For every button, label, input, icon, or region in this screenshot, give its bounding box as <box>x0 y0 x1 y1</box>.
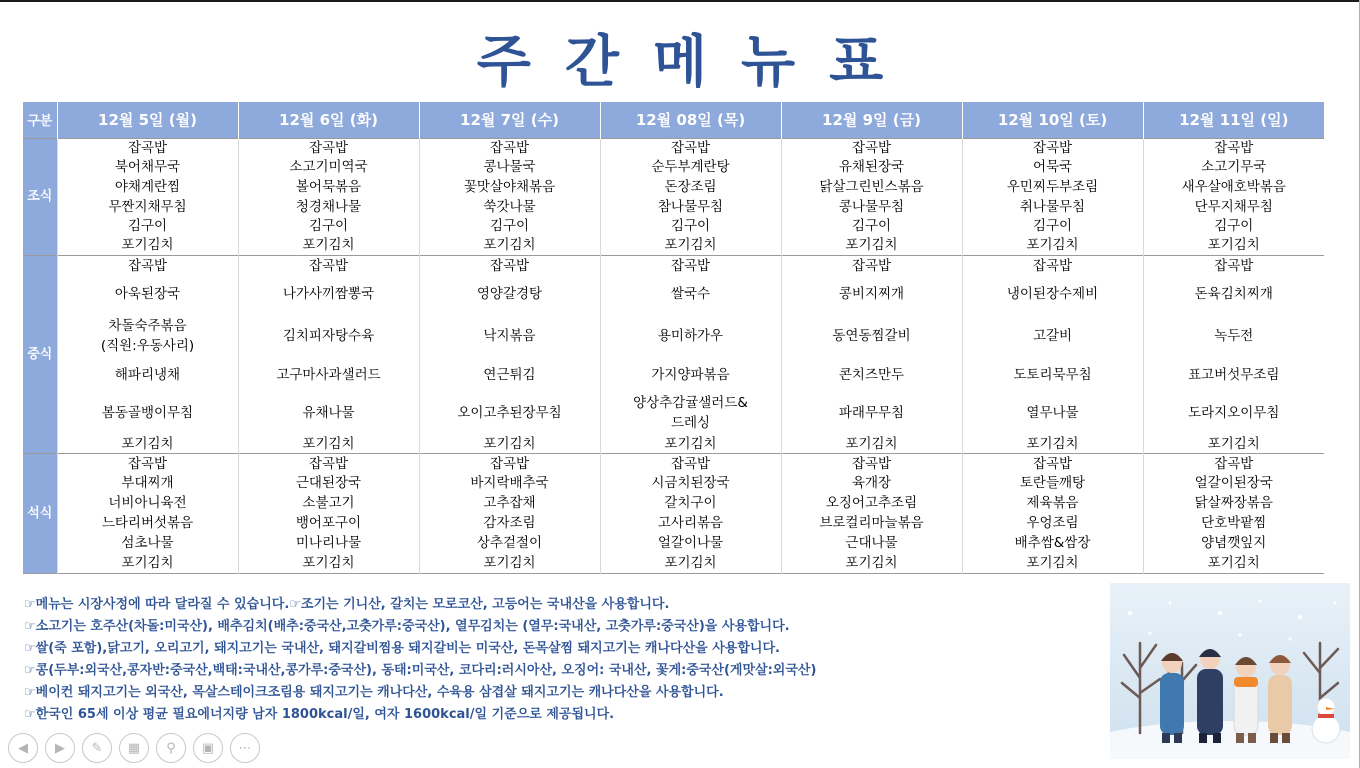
menu-cell: 단무지채무침 <box>1143 197 1324 216</box>
menu-cell: 브로컬리마늘볶음 <box>781 512 962 532</box>
menu-cell: 차돌숙주볶음 (직원:우동사리) <box>57 314 238 359</box>
corner-cell: 구분 <box>23 102 57 138</box>
note-line: ☞쌀(죽 포함),닭고기, 오리고기, 돼지고기는 국내산, 돼지갈비찜용 돼지갈비는 미국산, 돈목살찜 돼지고기는 캐나다산을 사용합니다. <box>24 641 780 656</box>
menu-cell: 도라지오이무침 <box>1143 392 1324 435</box>
menu-row <box>23 197 1324 216</box>
menu-cell: 느타리버섯볶음 <box>57 512 238 532</box>
menu-cell: 잡곡밥 <box>238 454 419 473</box>
day-header: 12월 7일 (수) <box>419 102 600 138</box>
menu-cell: 어묵국 <box>962 157 1143 176</box>
menu-row <box>23 493 1324 512</box>
menu-cell: 잡곡밥 <box>1143 256 1324 275</box>
menu-cell: 포기김치 <box>1143 235 1324 255</box>
menu-cell: 우민찌두부조림 <box>962 177 1143 197</box>
menu-cell: 잡곡밥 <box>781 256 962 275</box>
menu-cell: 콩비지찌개 <box>781 275 962 314</box>
menu-row <box>23 138 1324 157</box>
menu-row <box>23 512 1324 532</box>
menu-cell: 북어채무국 <box>57 157 238 176</box>
menu-cell: 포기김치 <box>419 235 600 255</box>
menu-cell: 김구이 <box>781 216 962 235</box>
menu-cell: 감자조림 <box>419 512 600 532</box>
menu-cell: 아욱된장국 <box>57 275 238 314</box>
menu-cell: 양상추감귤샐러드& 드레싱 <box>600 392 781 435</box>
menu-cell: 포기김치 <box>962 553 1143 573</box>
weekly-menu-table <box>23 102 1324 574</box>
menu-cell: 잡곡밥 <box>962 454 1143 473</box>
next-icon[interactable]: ▶ <box>45 733 75 763</box>
note-line: ☞메뉴는 시장사정에 따라 달라질 수 있습니다.☞조기는 기니산, 갈치는 모로코산, 고등어는 국내산을 사용합니다. <box>24 597 670 612</box>
menu-row <box>23 157 1324 176</box>
day-header: 12월 08일 (목) <box>600 102 781 138</box>
menu-cell: 잡곡밥 <box>781 454 962 473</box>
menu-cell: 너비아니육전 <box>57 493 238 512</box>
menu-cell: 포기김치 <box>781 235 962 255</box>
menu-cell: 바지락배추국 <box>419 473 600 493</box>
meal-label-lunch: 중식 <box>23 256 57 454</box>
menu-cell: 포기김치 <box>1143 434 1324 453</box>
note-line: ☞베이컨 돼지고기는 외국산, 목살스테이크조림용 돼지고기는 캐나다산, 수육용 삼겹살 돼지고기는 캐나다산을 사용합니다. <box>24 685 724 700</box>
menu-cell: 김구이 <box>238 216 419 235</box>
pen-icon[interactable]: ✎ <box>82 733 112 763</box>
menu-cell: 돈장조림 <box>600 177 781 197</box>
menu-cell: 포기김치 <box>238 434 419 453</box>
menu-cell: 양념깻잎지 <box>1143 533 1324 553</box>
menu-cell: 쌀국수 <box>600 275 781 314</box>
menu-cell: 볼어묵볶음 <box>238 177 419 197</box>
menu-cell: 제육볶음 <box>962 493 1143 512</box>
menu-cell: 근대된장국 <box>238 473 419 493</box>
menu-cell: 잡곡밥 <box>600 138 781 157</box>
menu-cell: 시금치된장국 <box>600 473 781 493</box>
menu-cell: 열무나물 <box>962 392 1143 435</box>
meal-label-dinner: 석식 <box>23 454 57 574</box>
menu-cell: 잡곡밥 <box>57 138 238 157</box>
menu-cell: 포기김치 <box>57 235 238 255</box>
menu-cell: 참나물무침 <box>600 197 781 216</box>
menu-row <box>23 235 1324 255</box>
menu-cell: 단호박팥찜 <box>1143 512 1324 532</box>
menu-cell: 잡곡밥 <box>600 454 781 473</box>
menu-cell: 소불고기 <box>238 493 419 512</box>
menu-cell: 잡곡밥 <box>238 138 419 157</box>
menu-cell: 얼갈이된장국 <box>1143 473 1324 493</box>
menu-cell: 잡곡밥 <box>962 138 1143 157</box>
menu-cell: 김구이 <box>962 216 1143 235</box>
menu-cell: 유채된장국 <box>781 157 962 176</box>
note-line: ☞소고기는 호주산(차돌:미국산), 배추김치(배추:중국산,고춧가루:중국산), 열무김치는 (열무:국내산, 고춧가루:중국산)을 사용합니다. <box>24 619 790 634</box>
menu-cell: 김구이 <box>1143 216 1324 235</box>
menu-cell: 표고버섯무조림 <box>1143 358 1324 392</box>
menu-cell: 잡곡밥 <box>238 256 419 275</box>
menu-cell: 포기김치 <box>419 434 600 453</box>
menu-cell: 포기김치 <box>962 434 1143 453</box>
video-icon[interactable]: ▣ <box>193 733 223 763</box>
note-line: ☞한국인 65세 이상 평균 필요에너지량 남자 1800kcal/일, 여자 1600kcal/일 기준으로 제공됩니다. <box>24 707 615 722</box>
menu-cell: 잡곡밥 <box>57 256 238 275</box>
menu-cell: 고갈비 <box>962 314 1143 359</box>
menu-cell: 포기김치 <box>419 553 600 573</box>
menu-cell: 고추잡채 <box>419 493 600 512</box>
menu-cell: 잡곡밥 <box>419 138 600 157</box>
menu-cell: 포기김치 <box>238 553 419 573</box>
menu-cell: 새우살애호박볶음 <box>1143 177 1324 197</box>
menu-cell: 잡곡밥 <box>1143 454 1324 473</box>
menu-cell: 김구이 <box>57 216 238 235</box>
menu-cell: 콩나물무침 <box>781 197 962 216</box>
menu-cell: 부대찌개 <box>57 473 238 493</box>
menu-cell: 포기김치 <box>600 553 781 573</box>
menu-cell: 얼갈이나물 <box>600 533 781 553</box>
menu-cell: 녹두전 <box>1143 314 1324 359</box>
menu-cell: 근대나물 <box>781 533 962 553</box>
menu-cell: 콘치즈만두 <box>781 358 962 392</box>
menu-row <box>23 216 1324 235</box>
menu-cell: 영양갈경탕 <box>419 275 600 314</box>
day-header: 12월 10일 (토) <box>962 102 1143 138</box>
menu-cell: 고사리볶음 <box>600 512 781 532</box>
day-header: 12월 6일 (화) <box>238 102 419 138</box>
menu-cell: 냉이된장수제비 <box>962 275 1143 314</box>
menu-cell: 포기김치 <box>600 434 781 453</box>
menu-cell: 섬초나물 <box>57 533 238 553</box>
menu-cell: 용미하가우 <box>600 314 781 359</box>
menu-cell: 포기김치 <box>781 434 962 453</box>
menu-row <box>23 434 1324 453</box>
menu-cell: 포기김치 <box>238 235 419 255</box>
menu-row <box>23 392 1324 435</box>
menu-cell: 야채계란찜 <box>57 177 238 197</box>
menu-cell: 잡곡밥 <box>962 256 1143 275</box>
menu-row <box>23 177 1324 197</box>
menu-cell: 배추쌈&쌈장 <box>962 533 1143 553</box>
menu-row <box>23 553 1324 573</box>
menu-cell: 잡곡밥 <box>57 454 238 473</box>
menu-row <box>23 358 1324 392</box>
menu-cell: 쑥갓나물 <box>419 197 600 216</box>
prev-icon[interactable]: ◀ <box>8 733 38 763</box>
menu-cell: 토란들깨탕 <box>962 473 1143 493</box>
menu-cell: 봄동골뱅이무침 <box>57 392 238 435</box>
menu-row <box>23 454 1324 473</box>
menu-cell: 돈육김치찌개 <box>1143 275 1324 314</box>
menu-cell: 잡곡밥 <box>419 256 600 275</box>
header-row <box>23 102 1324 138</box>
day-header: 12월 9일 (금) <box>781 102 962 138</box>
menu-row <box>23 473 1324 493</box>
menu-cell: 포기김치 <box>57 434 238 453</box>
menu-cell: 순두부계란탕 <box>600 157 781 176</box>
more-icon[interactable]: ⋯ <box>230 733 260 763</box>
menu-cell: 포기김치 <box>57 553 238 573</box>
menu-cell: 잡곡밥 <box>419 454 600 473</box>
menu-cell: 꽃맛살야채볶음 <box>419 177 600 197</box>
top-rule <box>0 0 1360 2</box>
menu-cell: 육개장 <box>781 473 962 493</box>
menu-cell: 유채나물 <box>238 392 419 435</box>
notes-section <box>24 594 1104 726</box>
menu-cell: 청경채나물 <box>238 197 419 216</box>
meal-label-breakfast: 조식 <box>23 138 57 256</box>
slides-icon[interactable]: ▦ <box>119 733 149 763</box>
menu-cell: 포기김치 <box>1143 553 1324 573</box>
menu-cell: 낙지볶음 <box>419 314 600 359</box>
menu-cell: 닭살그린빈스볶음 <box>781 177 962 197</box>
menu-cell: 상추겉절이 <box>419 533 600 553</box>
note-line: ☞콩(두부:외국산,콩자반:중국산,백태:국내산,콩가루:중국산), 동태:미국산, 코다리:러시아산, 오징어: 국내산, 꽃게:중국산(게맛살:외국산) <box>24 663 817 678</box>
menu-row <box>23 314 1324 359</box>
menu-cell: 닭살짜장볶음 <box>1143 493 1324 512</box>
menu-cell: 잡곡밥 <box>600 256 781 275</box>
menu-cell: 연근튀김 <box>419 358 600 392</box>
menu-row <box>23 256 1324 275</box>
winter-people-illustration <box>1110 583 1350 759</box>
menu-cell: 콩나물국 <box>419 157 600 176</box>
menu-cell: 고구마사과샐러드 <box>238 358 419 392</box>
menu-cell: 오이고추된장무침 <box>419 392 600 435</box>
menu-cell: 파래무무침 <box>781 392 962 435</box>
day-header: 12월 5일 (월) <box>57 102 238 138</box>
menu-cell: 김구이 <box>419 216 600 235</box>
menu-cell: 포기김치 <box>962 235 1143 255</box>
menu-cell: 잡곡밥 <box>1143 138 1324 157</box>
menu-row <box>23 533 1324 553</box>
menu-cell: 동연동찜갈비 <box>781 314 962 359</box>
menu-cell: 포기김치 <box>600 235 781 255</box>
menu-cell: 취나물무침 <box>962 197 1143 216</box>
menu-cell: 갈치구이 <box>600 493 781 512</box>
menu-cell: 나가사끼짬뽕국 <box>238 275 419 314</box>
menu-cell: 김구이 <box>600 216 781 235</box>
menu-cell: 잡곡밥 <box>781 138 962 157</box>
page-title: 주간메뉴표 <box>476 30 918 95</box>
menu-cell: 해파리냉채 <box>57 358 238 392</box>
menu-cell: 가지양파볶음 <box>600 358 781 392</box>
day-header: 12월 11일 (일) <box>1143 102 1324 138</box>
slide-nav-toolbar <box>8 733 260 763</box>
menu-cell: 우엉조림 <box>962 512 1143 532</box>
menu-cell: 뱅어포구이 <box>238 512 419 532</box>
zoom-icon[interactable]: ⚲ <box>156 733 186 763</box>
menu-cell: 김치피자탕수육 <box>238 314 419 359</box>
menu-cell: 소고기미역국 <box>238 157 419 176</box>
menu-cell: 무짠지채무침 <box>57 197 238 216</box>
menu-cell: 오징어고추조림 <box>781 493 962 512</box>
menu-row <box>23 275 1324 314</box>
menu-cell: 포기김치 <box>781 553 962 573</box>
menu-cell: 미나리나물 <box>238 533 419 553</box>
menu-cell: 도토리묵무침 <box>962 358 1143 392</box>
menu-cell: 소고기무국 <box>1143 157 1324 176</box>
